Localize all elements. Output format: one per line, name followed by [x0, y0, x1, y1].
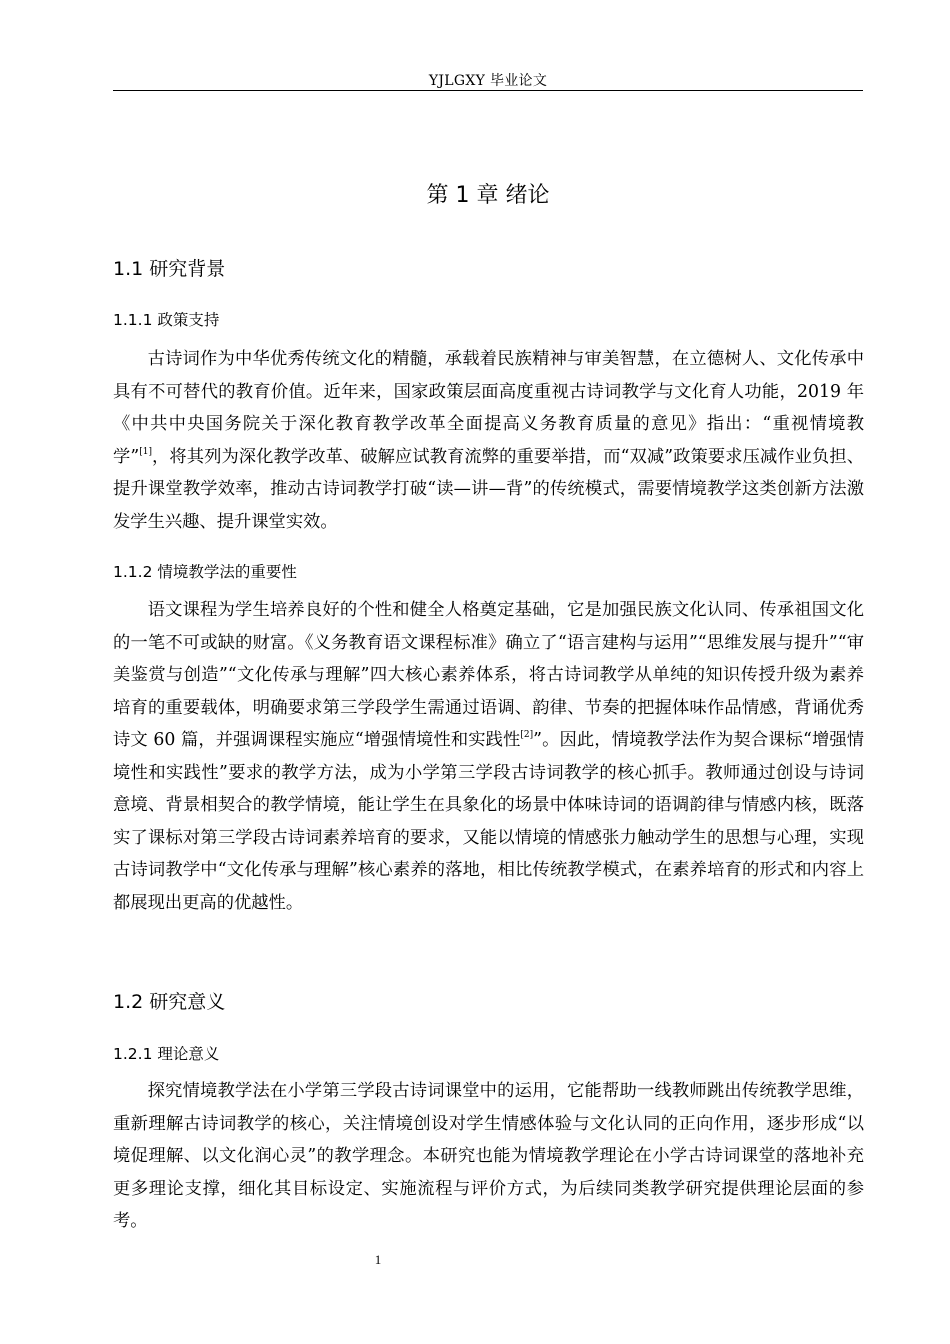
subsection-heading-1-1-2: 1.1.2 情境教学法的重要性 — [113, 563, 297, 581]
header-rule — [113, 90, 863, 91]
paragraph-text: 语文课程为学生培养良好的个性和健全人格奠定基础，它是加强民族文化认同、传承祖国文化的一笔不可或缺的财富。《义务教育语文课程标准》确立了“语言建构与运用”“思维发展与提升”“审美鉴赏与创造”“文化传承与理解”四大核心素养体系，将古诗词教学从单纯的知识传授升级为素养培育的重要载体，明确要求第三学段学生需通过语调、韵律、节奏的把握体味作品情感，背诵优秀诗文 60 篇，并强调课程实施应“增强情境性和实践性 — [113, 600, 864, 750]
paragraph-theoretical-significance: 探究情境教学法在小学第三学段古诗词课堂中的运用，它能帮助一线教师跳出传统教学思维，重新理解古诗词教学的核心，关注情境创设对学生情感体验与文化认同的正向作用，逐步形成“以境促理解、以文化润心灵”的教学理念。本研究也能为情境教学理论在小学古诗词课堂的落地补充更多理论支撑，细化其目标设定、实施流程与评价方式，为后续同类教学研究提供理论层面的参考。 — [113, 1081, 864, 1231]
paragraph-policy-support — [113, 343, 864, 538]
section-heading-1-2: 1.2 研究意义 — [113, 991, 226, 1013]
page-header: YJLGXY 毕业论文 — [428, 73, 548, 89]
citation-ref-1: [1] — [139, 446, 152, 457]
paragraph-text: 古诗词作为中华优秀传统文化的精髓，承载着民族精神与审美智慧，在立德树人、文化传承中具有不可替代的教育价值。近年来，国家政策层面高度重视古诗词教学与文化育人功能，2019 年《中共中央国务院关于深化教育教学改革全面提高义务教育质量的意见》指出：“重视情境教学” — [113, 349, 864, 467]
subsection-heading-1-2-1: 1.2.1 理论意义 — [113, 1045, 220, 1063]
citation-ref-2: [2] — [520, 730, 534, 740]
paragraph-importance — [113, 594, 864, 919]
paragraph-text: ，将其列为深化教学改革、破解应试教育流弊的重要举措，而“双减”政策要求压减作业负担、提升课堂教学效率，推动古诗词教学打破“读—讲—背”的传统模式，需要情境教学这类创新方法激发学生兴趣、提升课堂实效。 — [113, 446, 865, 532]
paragraph-text: ”。因此，情境教学法作为契合课标“增强情境性和实践性”要求的教学方法，成为小学第三学段古诗词教学的核心抓手。教师通过创设与诗词意境、背景相契合的教学情境，能让学生在具象化的场景中体味诗词的语调韵律与情感内核，既落实了课标对第三学段古诗词素养培育的要求，又能以情境的情感张力触动学生的思想与心理，实现古诗词教学中“文化传承与理解”核心素养的落地，相比传统教学模式，在素养培育的形式和内容上都展现出更高的优越性。 — [113, 730, 865, 913]
page-number: 1 — [374, 1252, 382, 1267]
chapter-title: 第 1 章 绪论 — [426, 183, 550, 208]
section-heading-1-1: 1.1 研究背景 — [113, 258, 226, 280]
subsection-heading-1-1-1: 1.1.1 政策支持 — [113, 311, 220, 329]
